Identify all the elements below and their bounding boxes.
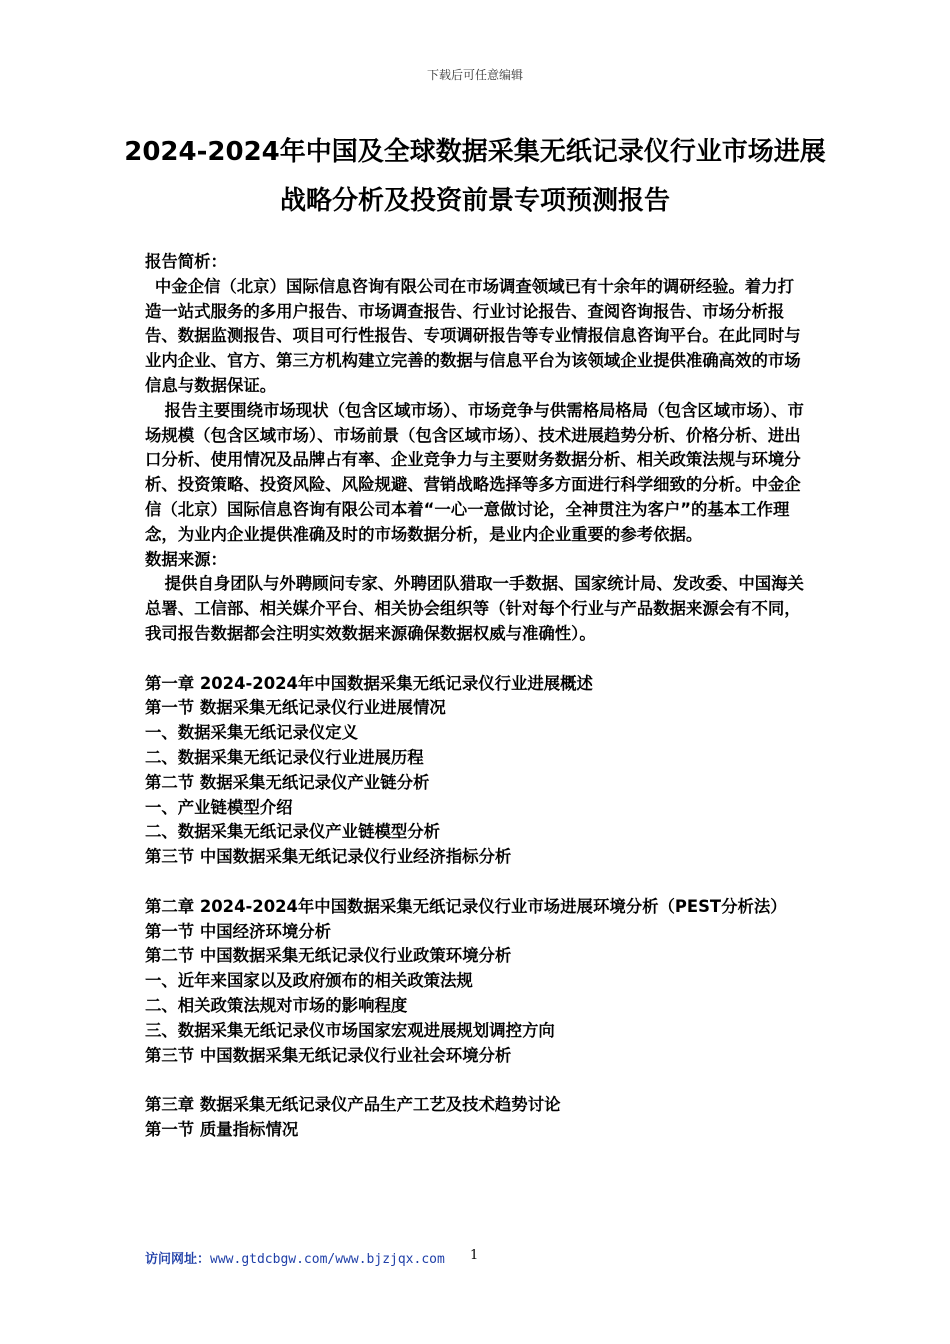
page-number: 1 — [470, 1248, 479, 1263]
toc-line: 第三章 数据采集无纸记录仪产品生产工艺及技术趋势讨论 — [145, 1095, 561, 1115]
toc-line: 第一节 数据采集无纸记录仪行业进展情况 — [145, 698, 446, 718]
toc-line: 三、数据采集无纸记录仪市场国家宏观进展规划调控方向 — [145, 1020, 555, 1040]
toc-line: 第一节 质量指标情况 — [145, 1119, 299, 1139]
toc-line: 第二章 2024-2024年中国数据采集无纸记录仪行业市场进展环境分析（PEST分析法） — [145, 896, 787, 916]
source-heading: 数据来源： — [145, 549, 227, 569]
toc-line: 一、产业链模型介绍 — [145, 797, 293, 817]
footer-url-link[interactable]: www.gtdcbgw.com/www.bjzjqx.com — [210, 1252, 445, 1267]
summary-paragraph-1: 中金企信（北京）国际信息咨询有限公司在市场调查领域已有十余年的调研经验。着力打造一站式服务的多用户报告、市场调查报告、行业讨论报告、查阅咨询报告、市场分析报告、数据监测报告、项目可行性报告、专项调研报告等专业情报信息咨询平台。在此同时与业内企业、官方、第三方机构建立完善的数据与信息平台为该领域企业提供准确高效的市场信息与数据保证。 — [145, 276, 801, 395]
toc-line: 第一章 2024-2024年中国数据采集无纸记录仪行业进展概述 — [145, 673, 593, 693]
toc-line: 二、数据采集无纸记录仪产业链模型分析 — [145, 822, 441, 842]
toc-chapter-2 — [145, 895, 810, 1069]
header-note: 下载后可任意编辑 — [426, 68, 523, 82]
toc-line: 一、近年来国家以及政府颁布的相关政策法规 — [145, 971, 473, 991]
report-title: 2024-2024年中国及全球数据采集无纸记录仪行业市场进展战略分析及投资前景专项预测报告 — [124, 137, 826, 216]
footer-label: 访问网址： — [145, 1252, 211, 1267]
toc-chapter-3 — [145, 1093, 810, 1143]
toc-line: 第三节 中国数据采集无纸记录仪行业经济指标分析 — [145, 847, 512, 867]
toc-line: 第二节 中国数据采集无纸记录仪行业政策环境分析 — [145, 946, 512, 966]
source-paragraph: 提供自身团队与外聘顾问专家、外聘团队猎取一手数据、国家统计局、发改委、中国海关总署、工信部、相关媒介平台、相关协会组织等（针对每个行业与产品数据来源会有不同，我司报告数据都会注明实效数据来源确保数据权威与准确性）。 — [145, 574, 804, 643]
summary-paragraph-2: 报告主要围绕市场现状（包含区域市场）、市场竞争与供需格局格局（包含区域市场）、市场规模（包含区域市场）、市场前景（包含区域市场）、技术进展趋势分析、价格分析、进出口分析、使用情况及品牌占有率、企业竞争力与主要财务数据分析、相关政策法规与环境分析、投资策略、投资风险、风险规避、营销战略选择等多方面进行科学细致的分析。中金企信（北京）国际信息咨询有限公司本着“一心一意做讨论，全神贯注为客户”的基本工作理念，为业内企业提供准确及时的市场数据分析，是业内企业重要的参考依据。 — [145, 400, 804, 544]
footer — [145, 1248, 445, 1267]
toc-line: 二、数据采集无纸记录仪行业进展历程 — [145, 747, 424, 767]
toc-line: 第二节 数据采集无纸记录仪产业链分析 — [145, 772, 430, 792]
toc-chapter-1 — [145, 672, 810, 870]
toc-line: 第一节 中国经济环境分析 — [145, 921, 332, 941]
summary-heading: 报告简析： — [145, 252, 227, 271]
toc-line: 第三节 中国数据采集无纸记录仪行业社会环境分析 — [145, 1045, 512, 1065]
report-body — [145, 250, 810, 1143]
toc-line: 二、相关政策法规对市场的影响程度 — [145, 995, 408, 1015]
toc-line: 一、数据采集无纸记录仪定义 — [145, 723, 359, 743]
